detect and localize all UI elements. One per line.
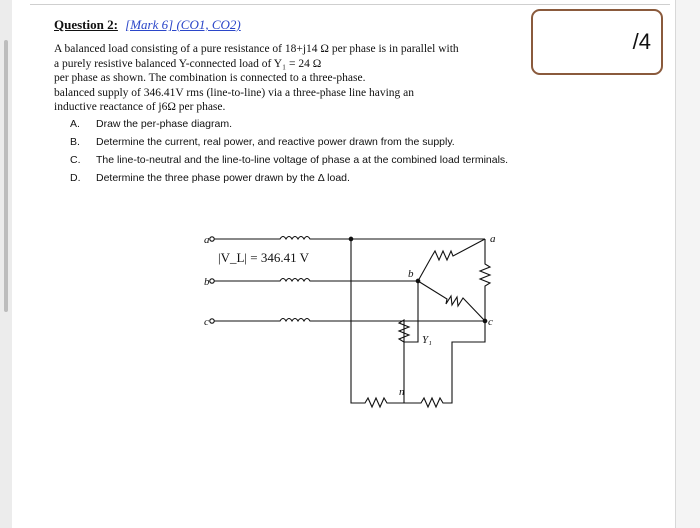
description-line: A balanced load consisting of a pure resistance of 18+j14 Ω per phase is in parallel with	[54, 43, 459, 55]
terminal-b	[210, 279, 214, 283]
description-line: balanced supply of 346.41V rms (line-to-line) via a three-phase line having an	[54, 86, 415, 99]
task-text: The line-to-neutral and the line-to-line voltage of phase a at the combined load terminals.	[96, 154, 509, 166]
line-a-wire	[214, 237, 351, 240]
line-voltage-label: |V_L| = 346.41 V	[218, 250, 310, 265]
task-letter: D.	[70, 172, 81, 184]
line-b-wire	[214, 279, 418, 282]
line-label-b: b	[204, 276, 210, 288]
task-text: Determine the current, real power, and reactive power drawn from the supply.	[96, 136, 455, 148]
score-value: /4	[632, 29, 651, 54]
description-line: per phase as shown. The combination is connected to a three-phase.	[54, 72, 366, 84]
wye-leg-b	[399, 281, 418, 403]
delta-branch-bc	[418, 281, 485, 321]
node-label-a: a	[490, 233, 496, 245]
line-label-a: a	[204, 234, 210, 246]
wye-impedance-label: Y₁	[422, 334, 432, 346]
task-letter: B.	[70, 136, 80, 148]
task-letter: C.	[70, 154, 81, 166]
line-label-c: c	[204, 316, 209, 328]
node-label-n: n	[399, 386, 405, 398]
wye-leg-c	[404, 321, 485, 407]
wye-leg-a	[351, 239, 404, 407]
delta-branch-ac	[480, 239, 490, 321]
task-text: Draw the per-phase diagram.	[96, 118, 232, 130]
description-line: inductive reactance of j6Ω per phase.	[54, 101, 226, 113]
node-label-b: b	[408, 268, 414, 280]
delta-branch-ab	[418, 239, 485, 281]
description-line: a purely resistive balanced Y-connected load of Y₁ = 24 Ω	[54, 57, 322, 70]
task-letter: A.	[70, 118, 80, 130]
question-title: Question 2:	[54, 17, 118, 32]
terminal-c	[210, 319, 214, 323]
question-marks: [Mark 6] (CO1, CO2)	[125, 17, 241, 32]
node-label-c: c	[488, 316, 493, 328]
terminal-a	[210, 237, 214, 241]
task-text: Determine the three phase power drawn by the Δ load.	[96, 172, 350, 184]
line-c-wire	[214, 319, 485, 322]
